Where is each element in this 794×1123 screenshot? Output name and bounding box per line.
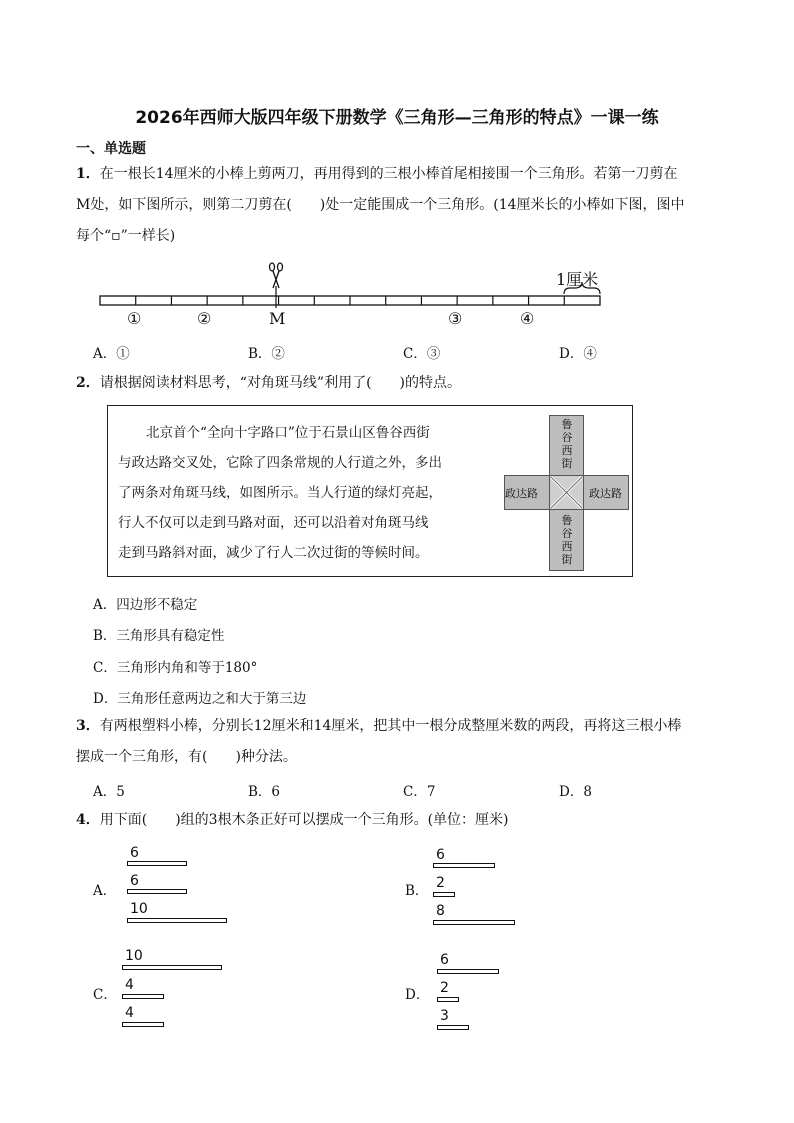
question-1-line-2: M处，如下图所示，则第二刀剪在( )处一定能围成一个三角形。(14厘米长的小棒如下图，图中: [76, 197, 685, 213]
q2-option-c[interactable]: C．三角形内角和等于180°: [93, 660, 258, 676]
q2-option-b[interactable]: B．三角形具有稳定性: [93, 628, 225, 644]
question-text: 有两根塑料小棒，分别长12厘米和14厘米，把其中一根分成整厘米数的两段，再将这三根小棒: [99, 718, 682, 734]
intersection: [549, 475, 584, 510]
road-char: 谷: [561, 527, 573, 540]
wood-stick: [437, 969, 499, 974]
question-number: 2．: [76, 375, 100, 391]
question-number: 4．: [76, 812, 100, 828]
wood-stick: [127, 918, 227, 923]
road-name-right: 政达路: [589, 487, 622, 500]
diagonal-crosswalk-icon: [549, 475, 584, 510]
road-char: 西: [561, 444, 573, 457]
question-3-line-1: [76, 718, 681, 734]
road-char: 谷: [561, 431, 573, 444]
q1-option-c[interactable]: C．③: [403, 346, 441, 362]
wood-stick: [433, 892, 455, 897]
road-char: 鲁: [561, 514, 573, 527]
q1-option-b[interactable]: B．②: [248, 346, 285, 362]
question-text: 在一根长14厘米的小棒上剪两刀，再用得到的三根小棒首尾相接围一个三角形。若第一刀剪在: [99, 166, 678, 182]
road-name-left: 政达路: [505, 487, 538, 500]
stick-length-label: 6: [130, 873, 139, 889]
passage-line: 走到马路斜对面，减少了行人二次过街的等候时间。: [118, 545, 429, 561]
q3-option-a[interactable]: A．5: [93, 784, 125, 800]
road-name-top: [560, 418, 574, 470]
passage-line: 行人不仅可以走到马路对面，还可以沿着对角斑马线: [118, 515, 429, 531]
question-2-stem: [76, 375, 461, 391]
stick-length-label: 6: [440, 952, 449, 968]
stick-length-label: 6: [130, 845, 139, 861]
question-number: 1．: [76, 166, 100, 182]
wood-stick: [437, 997, 459, 1002]
stick-length-label: 2: [436, 875, 445, 891]
road-char: 鲁: [561, 418, 573, 431]
crossroad-diagram: [504, 415, 629, 571]
stick-length-label: 4: [125, 1005, 134, 1021]
scissors-icon: [270, 263, 283, 288]
question-3-line-2: 摆成一个三角形，有( )种分法。: [76, 749, 297, 765]
stick-length-label: 10: [130, 901, 148, 917]
passage-line: 北京首个“全向十字路口”位于石景山区鲁谷西街: [146, 425, 430, 441]
marker-4: ④: [520, 309, 535, 328]
road-name-bottom: [560, 514, 574, 566]
stick-length-label: 3: [440, 1008, 449, 1024]
q2-option-d[interactable]: D．三角形任意两边之和大于第三边: [93, 691, 307, 707]
q1-option-d[interactable]: D．④: [559, 346, 597, 362]
marker-3: ③: [448, 309, 463, 328]
wood-stick: [433, 863, 495, 868]
road-char: 街: [561, 457, 573, 470]
question-1-line-1: [76, 166, 678, 182]
unit-label: 1厘米: [556, 270, 599, 289]
wood-stick: [122, 994, 164, 999]
q3-option-b[interactable]: B．6: [248, 784, 281, 800]
road-char: 街: [561, 553, 573, 566]
reading-passage: [118, 418, 503, 568]
passage-line: 了两条对角斑马线，如图所示。当人行道的绿灯亮起，: [118, 485, 442, 501]
q1-option-a[interactable]: A．①: [93, 346, 130, 362]
wood-stick: [122, 1022, 164, 1027]
ruler-diagram: [95, 258, 615, 328]
road-char: 西: [561, 540, 573, 553]
q4-option-c[interactable]: C．: [93, 987, 117, 1003]
page-title: 2026年西师大版四年级下册数学《三角形—三角形的特点》一课一练: [135, 108, 659, 128]
marker-2: ②: [197, 309, 212, 328]
q4-option-a[interactable]: A．: [93, 883, 117, 899]
wood-stick: [127, 889, 187, 894]
passage-line: 与政达路交叉处，它除了四条常规的人行道之外，多出: [118, 455, 442, 471]
q4-option-b[interactable]: B．: [405, 883, 429, 899]
question-text: 用下面( )组的3根木条正好可以摆成一个三角形。(单位：厘米): [99, 812, 509, 828]
q4-option-d[interactable]: D．: [405, 987, 430, 1003]
wood-stick: [433, 920, 515, 925]
wood-stick: [127, 861, 187, 866]
stick-length-label: 10: [125, 948, 143, 964]
stick-length-label: 6: [436, 847, 445, 863]
ruler-stick: [100, 296, 600, 305]
q3-option-c[interactable]: C．7: [403, 784, 436, 800]
question-text: 请根据阅读材料思考，“对角斑马线”利用了( )的特点。: [99, 375, 461, 391]
q3-option-d[interactable]: D．8: [559, 784, 592, 800]
wood-stick: [122, 965, 222, 970]
marker-1: ①: [127, 309, 142, 328]
stick-length-label: 4: [125, 977, 134, 993]
marker-m: M: [269, 309, 286, 328]
section-heading: 一、单选题: [76, 141, 146, 157]
question-4-stem: [76, 812, 509, 828]
stick-length-label: 2: [440, 980, 449, 996]
q2-option-a[interactable]: A．四边形不稳定: [93, 597, 198, 613]
question-1-line-3: 每个“▫”一样长): [76, 228, 176, 244]
wood-stick: [437, 1025, 469, 1030]
question-number: 3．: [76, 718, 100, 734]
stick-length-label: 8: [436, 903, 445, 919]
